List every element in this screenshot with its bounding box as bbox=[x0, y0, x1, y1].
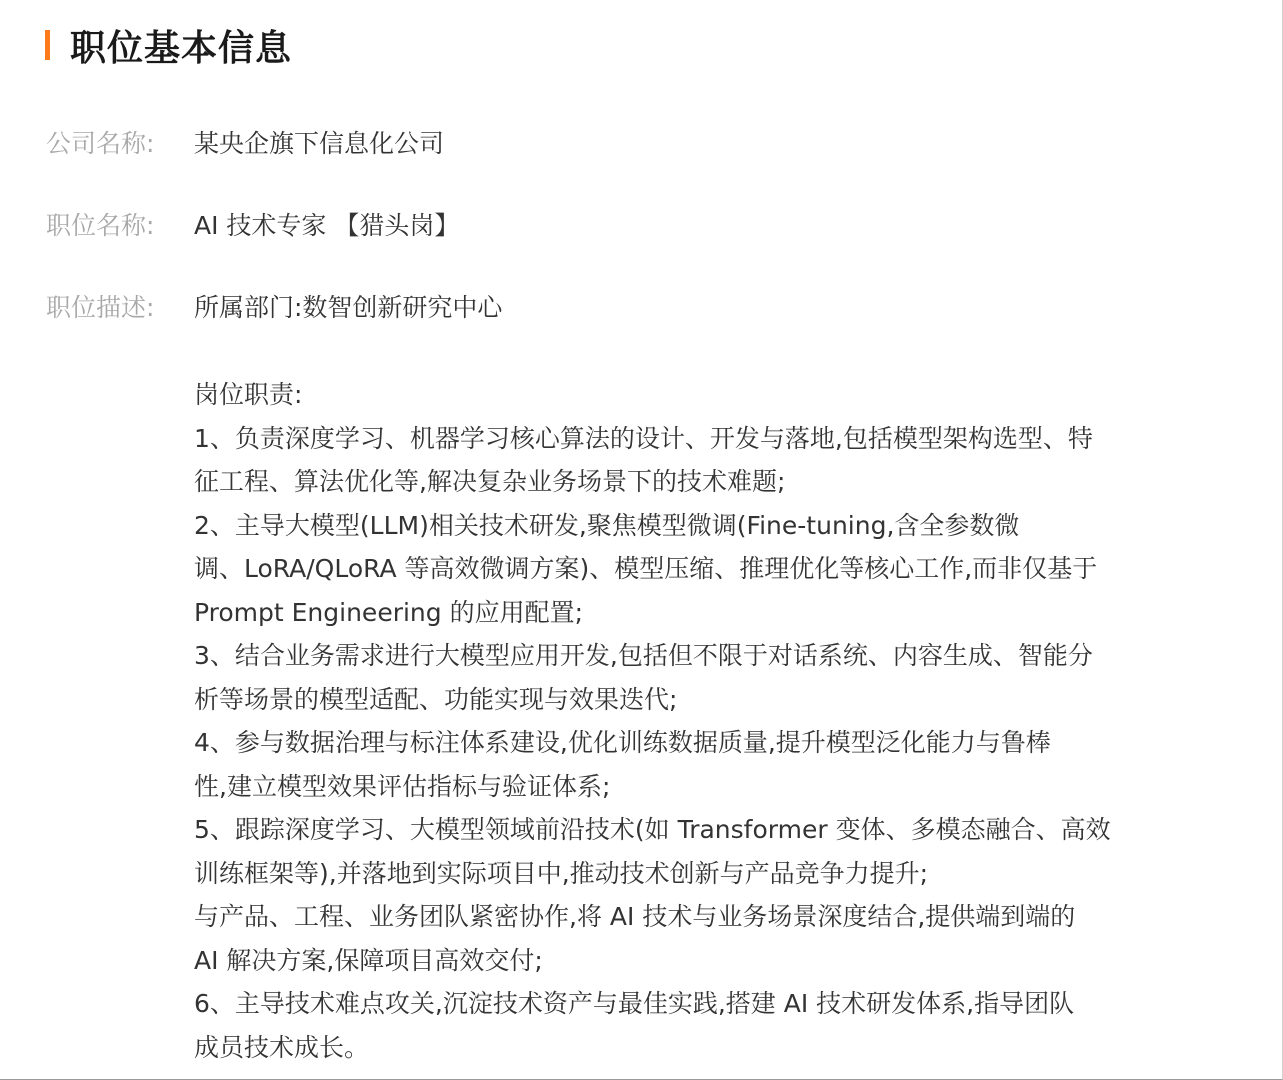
description-line: Prompt Engineering 的应用配置; bbox=[194, 597, 584, 627]
description-line: 析等场景的模型适配、功能实现与效果迭代; bbox=[194, 684, 678, 714]
section-title: 职位基本信息 bbox=[70, 27, 293, 69]
description-line: 征工程、算法优化等,解决复杂业务场景下的技术难题; bbox=[194, 467, 786, 496]
description-line: 4、参与数据治理与标注体系建设,优化训练数据质量,提升模型泛化能力与鲁棒 bbox=[194, 728, 1051, 757]
position-value: AI 技术专家 【猎头岗】 bbox=[194, 211, 460, 240]
description-line: 成员技术成长。 bbox=[194, 1032, 370, 1062]
position-label: 职位名称: bbox=[46, 211, 155, 240]
department-value: 所属部门:数智创新研究中心 bbox=[194, 293, 503, 322]
section-header bbox=[45, 22, 292, 68]
description-line: 6、主导技术难点攻关,沉淀技术资产与最佳实践,搭建 AI 技术研发体系,指导团队 bbox=[194, 989, 1075, 1018]
description-line: 调、LoRA/QLoRA 等高效微调方案)、模型压缩、推理优化等核心工作,而非仅基于 bbox=[194, 554, 1098, 583]
description-line: 训练框架等),并落地到实际项目中,推动技术创新与产品竞争力提升; bbox=[194, 858, 929, 888]
description-line: 3、结合业务需求进行大模型应用开发,包括但不限于对话系统、内容生成、智能分 bbox=[194, 641, 1093, 670]
description-line: 与产品、工程、业务团队紧密协作,将 AI 技术与业务场景深度结合,提供端到端的 bbox=[194, 902, 1076, 931]
accent-bar bbox=[45, 30, 50, 60]
description-line: 性,建立模型效果评估指标与验证体系; bbox=[194, 771, 611, 801]
description-line: 2、主导大模型(LLM)相关技术研发,聚焦模型微调(Fine-tuning,含全参数微 bbox=[194, 510, 1020, 540]
company-value: 某央企旗下信息化公司 bbox=[194, 129, 445, 158]
company-row bbox=[46, 122, 444, 166]
description-body bbox=[194, 373, 1214, 1069]
company-label: 公司名称: bbox=[46, 129, 155, 158]
position-row bbox=[46, 204, 459, 248]
description-row bbox=[46, 286, 502, 330]
description-label: 职位描述: bbox=[46, 293, 155, 322]
description-line: AI 解决方案,保障项目高效交付; bbox=[194, 945, 543, 975]
description-line: 岗位职责: bbox=[194, 380, 303, 409]
description-line: 5、跟踪深度学习、大模型领域前沿技术(如 Transformer 变体、多模态融合、高效 bbox=[194, 815, 1111, 844]
description-line: 1、负责深度学习、机器学习核心算法的设计、开发与落地,包括模型架构选型、特 bbox=[194, 423, 1093, 453]
